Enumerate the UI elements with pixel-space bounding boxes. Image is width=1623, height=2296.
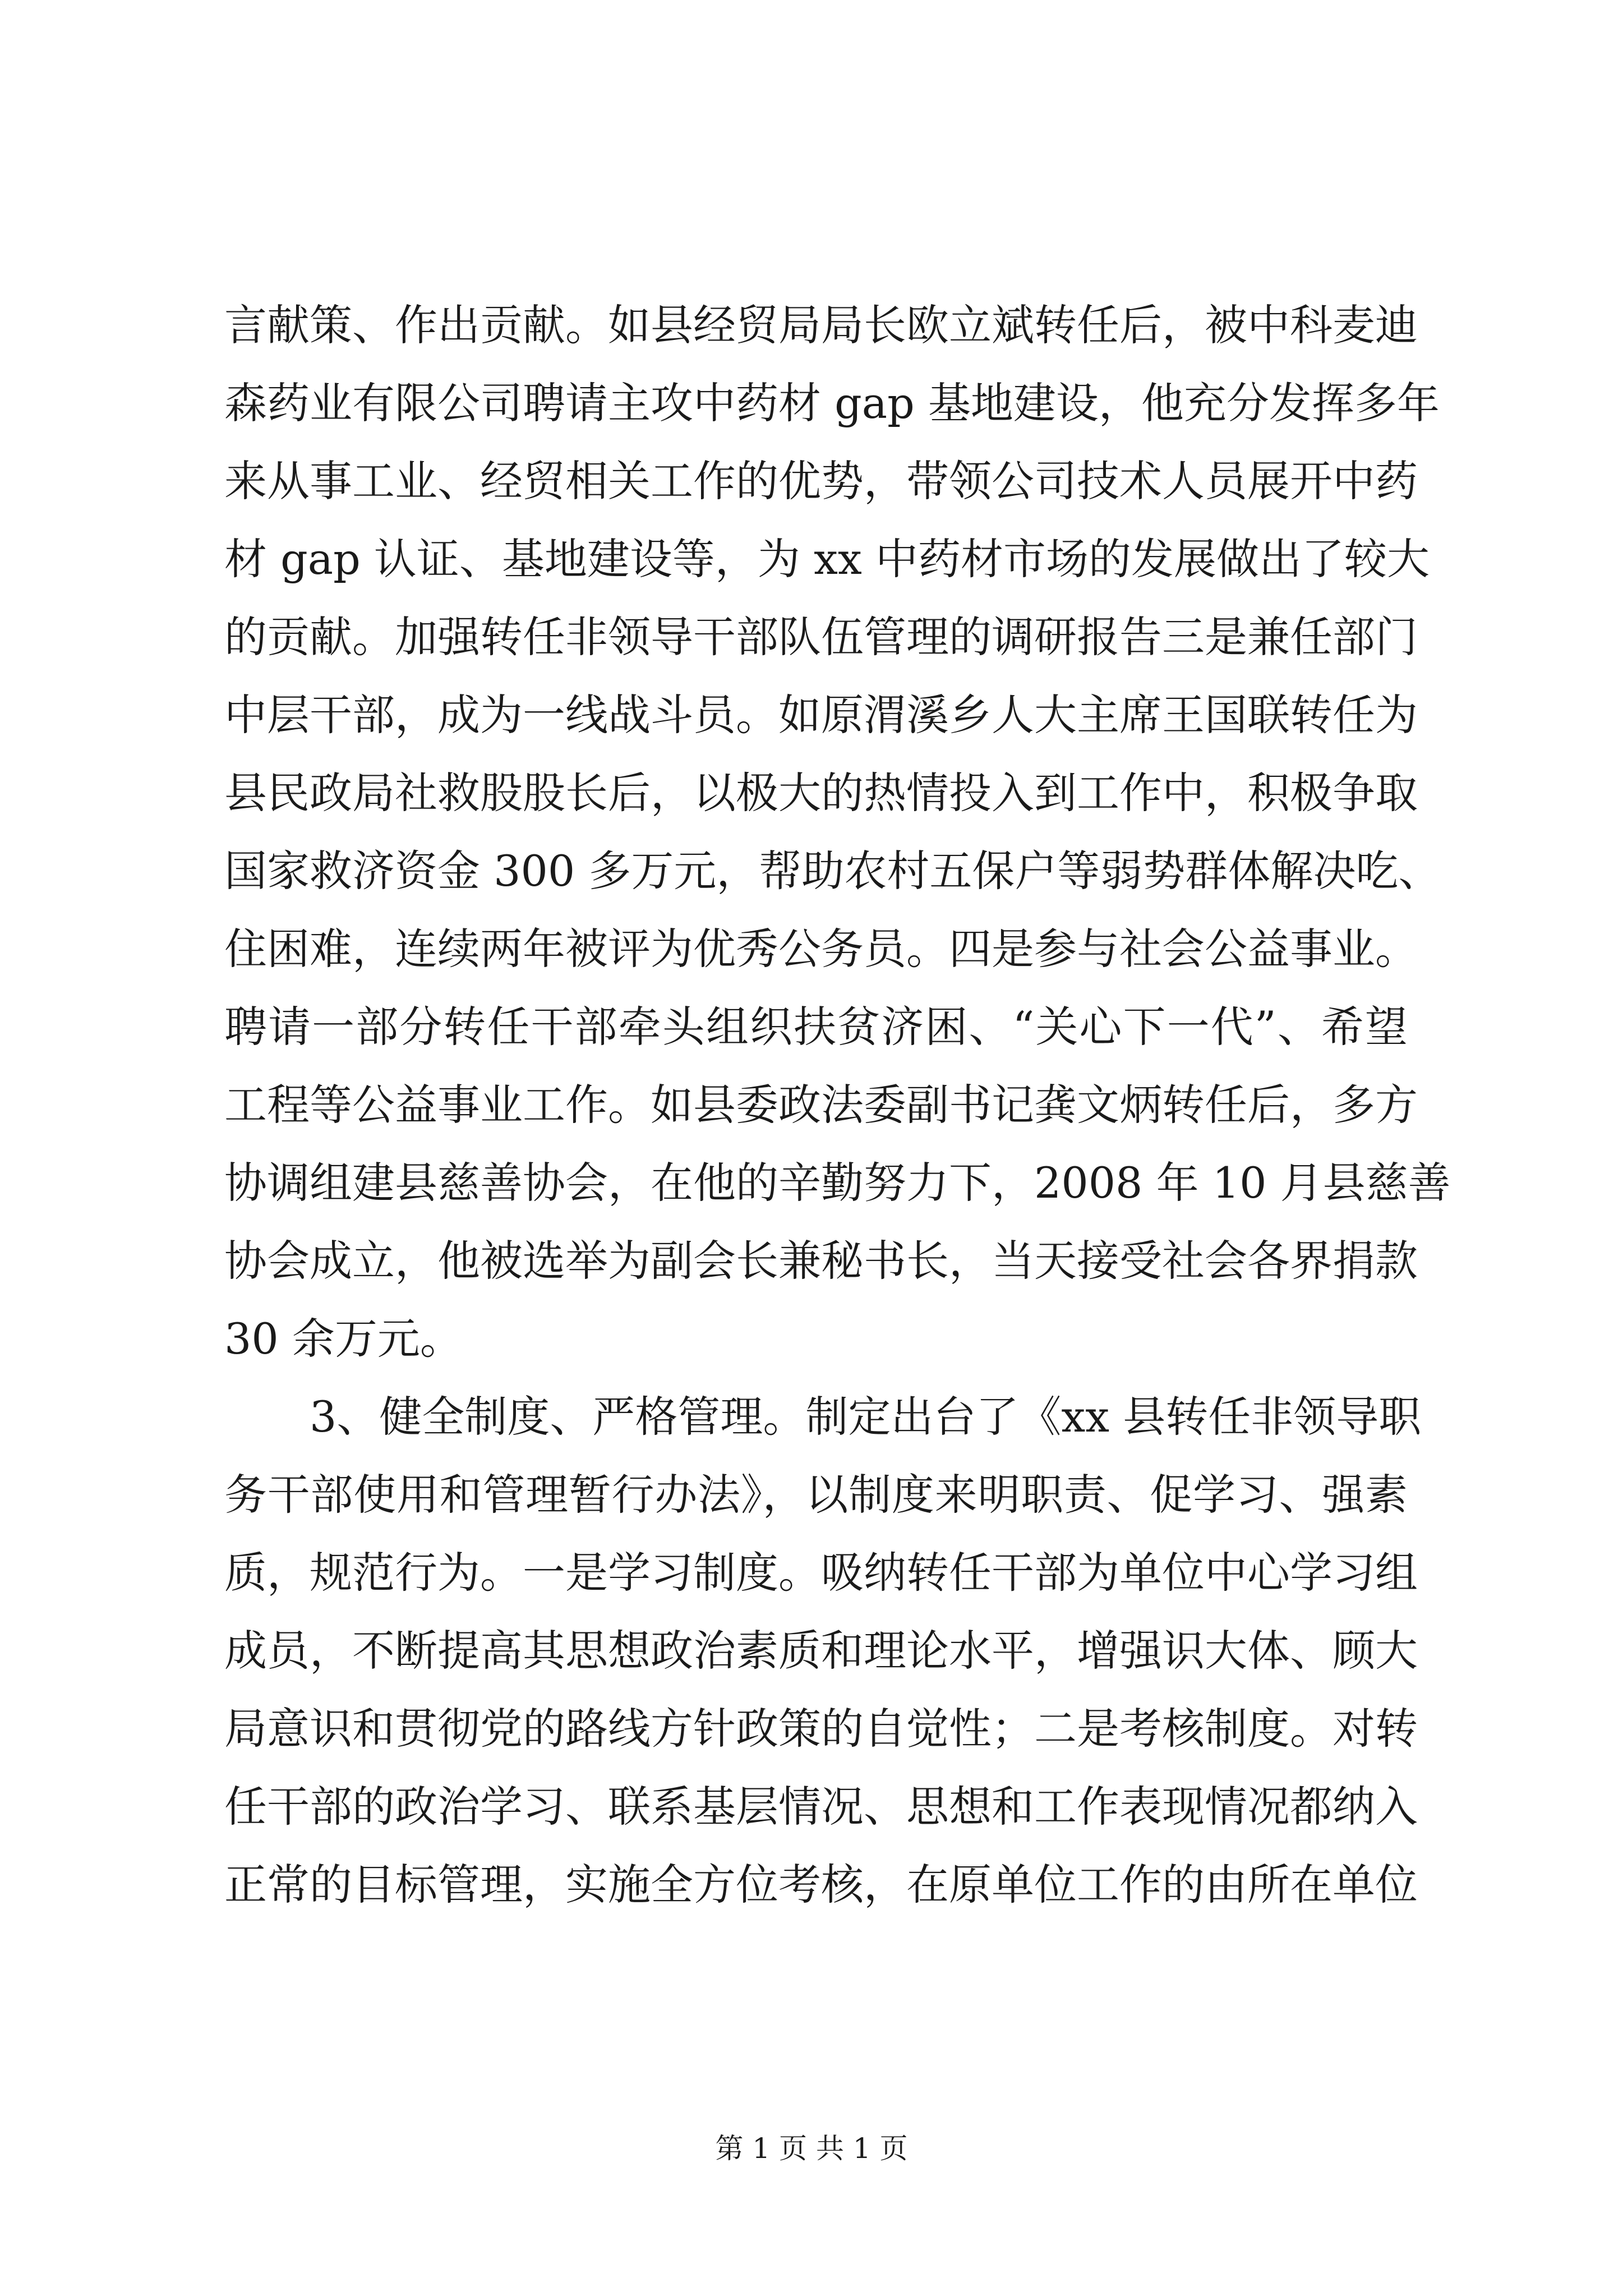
text-line: 任干部的政治学习、联系基层情况、思想和工作表现情况都纳入 xyxy=(224,1782,1418,1832)
text-line: 来从事工业、经贸相关工作的优势，带领公司技术人员展开中药 xyxy=(224,456,1418,506)
text-line: 工程等公益事业工作。如县委政法委副书记龚文炳转任后，多方 xyxy=(224,1080,1418,1130)
text-line: 言献策、作出贡献。如县经贸局局长欧立斌转任后，被中科麦迪 xyxy=(224,300,1418,350)
document-body xyxy=(224,286,1451,1924)
text-line: 的贡献。加强转任非领导干部队伍管理的调研报告三是兼任部门 xyxy=(224,612,1418,662)
page-footer xyxy=(0,2126,1623,2166)
text-line: 正常的目标管理，实施全方位考核，在原单位工作的由所在单位 xyxy=(224,1860,1418,1910)
text-line: 县民政局社救股股长后，以极大的热情投入到工作中，积极争取 xyxy=(224,768,1418,818)
text-line-paragraph-start: 3、健全制度、严格管理。制定出台了《xx 县转任非领导职 xyxy=(310,1392,1422,1442)
text-line: 国家救济资金 300 多万元，帮助农村五保户等弱势群体解决吃、 xyxy=(224,846,1441,896)
text-line: 局意识和贯彻党的路线方针政策的自觉性；二是考核制度。对转 xyxy=(224,1704,1418,1754)
text-line: 材 gap 认证、基地建设等，为 xx 中药材市场的发展做出了较大 xyxy=(224,534,1430,584)
text-line: 协调组建县慈善协会，在他的辛勤努力下，2008 年 10 月县慈善 xyxy=(224,1158,1451,1208)
text-line: 协会成立，他被选举为副会长兼秘书长，当天接受社会各界捐款 xyxy=(224,1236,1418,1286)
text-line: 中层干部，成为一线战斗员。如原渭溪乡人大主席王国联转任为 xyxy=(224,690,1418,740)
text-line: 30 余万元。 xyxy=(224,1314,463,1364)
text-line: 住困难，连续两年被评为优秀公务员。四是参与社会公益事业。 xyxy=(224,924,1418,974)
page-number: 第 1 页 共 1 页 xyxy=(715,2132,908,2165)
text-line: 成员，不断提高其思想政治素质和理论水平，增强识大体、顾大 xyxy=(224,1626,1418,1676)
text-line: 聘请一部分转任干部牵头组织扶贫济困、“关心下一代”、希望 xyxy=(224,1002,1408,1052)
text-line: 质，规范行为。一是学习制度。吸纳转任干部为单位中心学习组 xyxy=(224,1548,1418,1598)
text-line: 务干部使用和管理暂行办法》，以制度来明职责、促学习、强素 xyxy=(224,1470,1408,1520)
text-line: 森药业有限公司聘请主攻中药材 gap 基地建设，他充分发挥多年 xyxy=(224,378,1440,428)
